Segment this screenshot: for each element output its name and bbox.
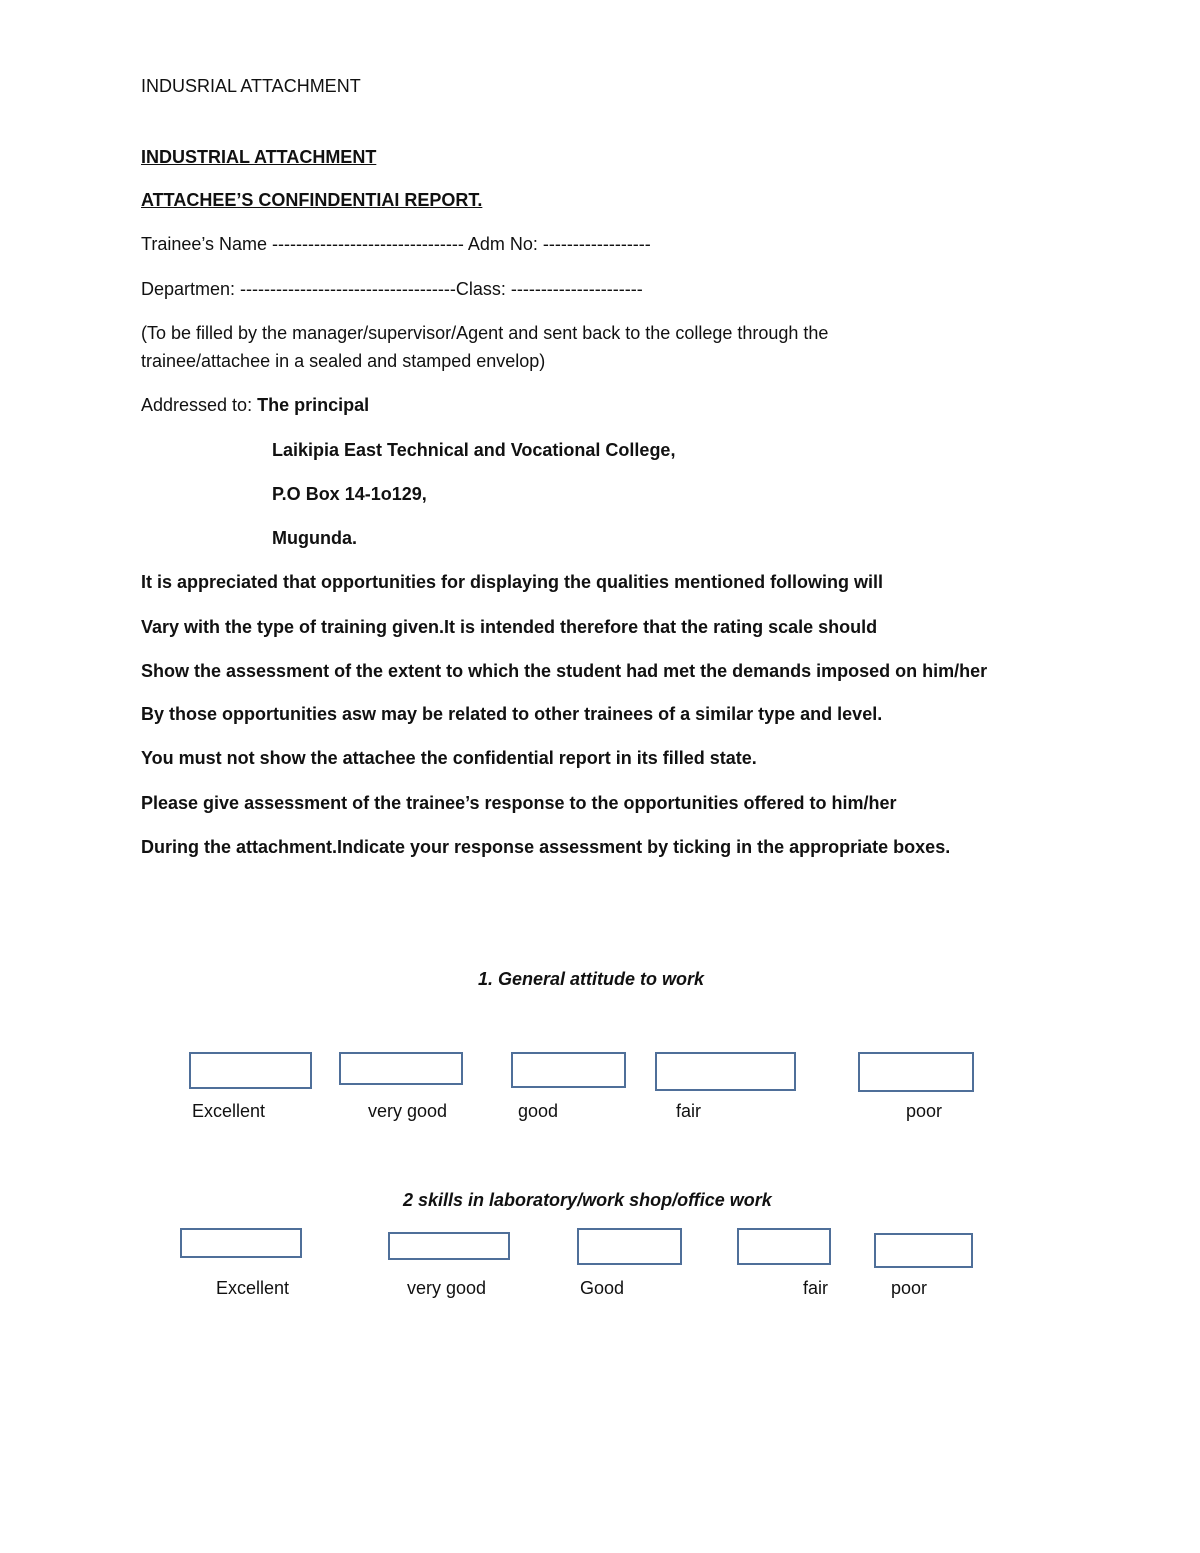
skills-box-excellent[interactable] — [180, 1228, 302, 1258]
paragraph-line-6: Please give assessment of the trainee’s response to the opportunities offered to him/her — [141, 793, 897, 813]
rating-label-good: good — [518, 1101, 559, 1121]
skills-label-good: Good — [580, 1278, 625, 1298]
paragraph-line-4: By those opportunities asw may be related to other trainees of a similar type and level. — [141, 704, 883, 724]
skills-box-good[interactable] — [577, 1228, 682, 1265]
addressee: The principal — [257, 395, 370, 415]
skills-label-poor: poor — [891, 1278, 928, 1298]
rating-label-poor: poor — [906, 1101, 943, 1121]
paragraph-line-5: You must not show the attachee the confidential report in its filled state. — [141, 748, 757, 768]
skills-box-very-good[interactable] — [388, 1232, 510, 1260]
skills-box-fair[interactable] — [737, 1228, 831, 1265]
skills-label-very-good: very good — [407, 1278, 487, 1298]
instruction-line-2: trainee/attachee in a sealed and stamped envelop) — [141, 351, 546, 371]
rating-box-fair[interactable] — [655, 1052, 796, 1091]
paragraph-line-3: Show the assessment of the extent to which the student had met the demands imposed on him/her — [141, 661, 988, 681]
report-title: ATTACHEE’S CONFINDENTIAI REPORT. — [141, 190, 483, 210]
rating-box-excellent[interactable] — [189, 1052, 312, 1089]
section-1-heading: 1. General attitude to work — [478, 969, 705, 989]
rating-box-very-good[interactable] — [339, 1052, 463, 1085]
rating-label-fair: fair — [676, 1101, 702, 1121]
document-title: INDUSTRIAL ATTACHMENT — [141, 147, 377, 167]
rating-box-poor[interactable] — [858, 1052, 974, 1092]
skills-box-poor[interactable] — [874, 1233, 973, 1268]
trainee-name-field[interactable]: Trainee’s Name -------------------------------- Adm No: ------------------ — [141, 234, 651, 254]
rating-label-excellent: Excellent — [192, 1101, 266, 1121]
rating-label-very-good: very good — [368, 1101, 448, 1121]
addressed-to-prefix: Addressed to: — [141, 395, 258, 415]
department-field[interactable]: Departmen: ------------------------------------Class: ---------------------- — [141, 279, 643, 299]
skills-label-fair: fair — [803, 1278, 829, 1298]
section-2-heading: 2 skills in laboratory/work shop/office work — [403, 1190, 772, 1210]
skills-label-excellent: Excellent — [216, 1278, 290, 1298]
instruction-line-1: (To be filled by the manager/supervisor/Agent and sent back to the college through the — [141, 323, 829, 343]
rating-box-good[interactable] — [511, 1052, 626, 1088]
paragraph-line-7: During the attachment.Indicate your response assessment by ticking in the appropriate boxes. — [141, 837, 951, 857]
address-line-2: P.O Box 14-1o129, — [272, 484, 427, 504]
address-line-1: Laikipia East Technical and Vocational College, — [272, 440, 676, 460]
address-line-3: Mugunda. — [272, 528, 357, 548]
paragraph-line-1: It is appreciated that opportunities for displaying the qualities mentioned following will — [141, 572, 884, 592]
addressed-to — [141, 394, 369, 416]
paragraph-line-2: Vary with the type of training given.It is intended therefore that the rating scale should — [141, 617, 878, 637]
running-header: INDUSRIAL ATTACHMENT — [141, 76, 361, 96]
